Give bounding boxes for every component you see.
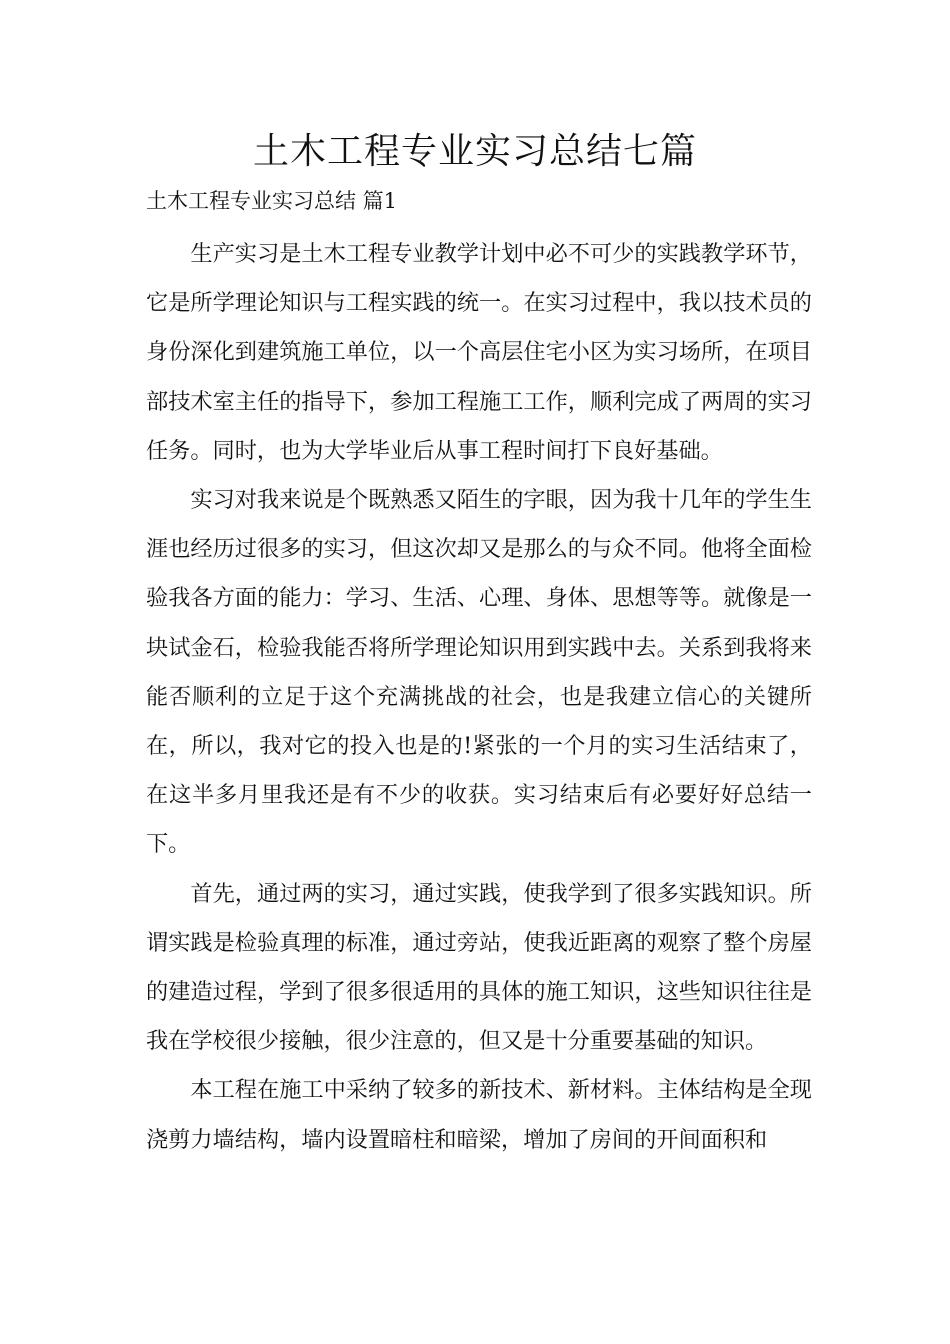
paragraph: 生产实习是土木工程专业教学计划中必不可少的实践教学环节，它是所学理论知识与工程实践的统一。在实习过程中，我以技术员的身份深化到建筑施工单位，以一个高层住宅小区为实习场所，在项目部技术室主任的指导下，参加工程施工工作，顺利完成了两周的实习任务。同时，也为大学毕业后从事工程时间打下良好基础。 [146,241,812,464]
paragraph: 实习对我来说是个既熟悉又陌生的字眼，因为我十几年的学生生涯也经历过很多的实习，但这次却又是那么的与众不同。他将全面检验我各方面的能力：学习、生活、心理、身体、思想等等。就像是一块试金石，检验我能否将所学理论知识用到实践中去。关系到我将来能否顺利的立足于这个充满挑战的社会，也是我建立信心的关键所在，所以，我对它的投入也是的!紧张的一个月的实习生活结束了，在这半多月里我还是有不少的收获。实习结束后有必要好好总结一下。 [146,487,812,858]
section-heading: 土木工程专业实习总结 篇1 [146,189,398,213]
paragraph: 本工程在施工中采纳了较多的新技术、新材料。主体结构是全现浇剪力墙结构，墙内设置暗柱和暗梁，增加了房间的开间面积和 [146,1077,812,1153]
document-body [146,230,812,1165]
document-title: 土木工程专业实习总结七篇 [252,131,697,172]
paragraph: 首先，通过两的实习，通过实践，使我学到了很多实践知识。所谓实践是检验真理的标准，通过旁站，使我近距离的观察了整个房屋的建造过程，学到了很多很适用的具体的施工知识，这些知识往往是我在学校很少接触，很少注意的，但又是十分重要基础的知识。 [146,880,812,1055]
